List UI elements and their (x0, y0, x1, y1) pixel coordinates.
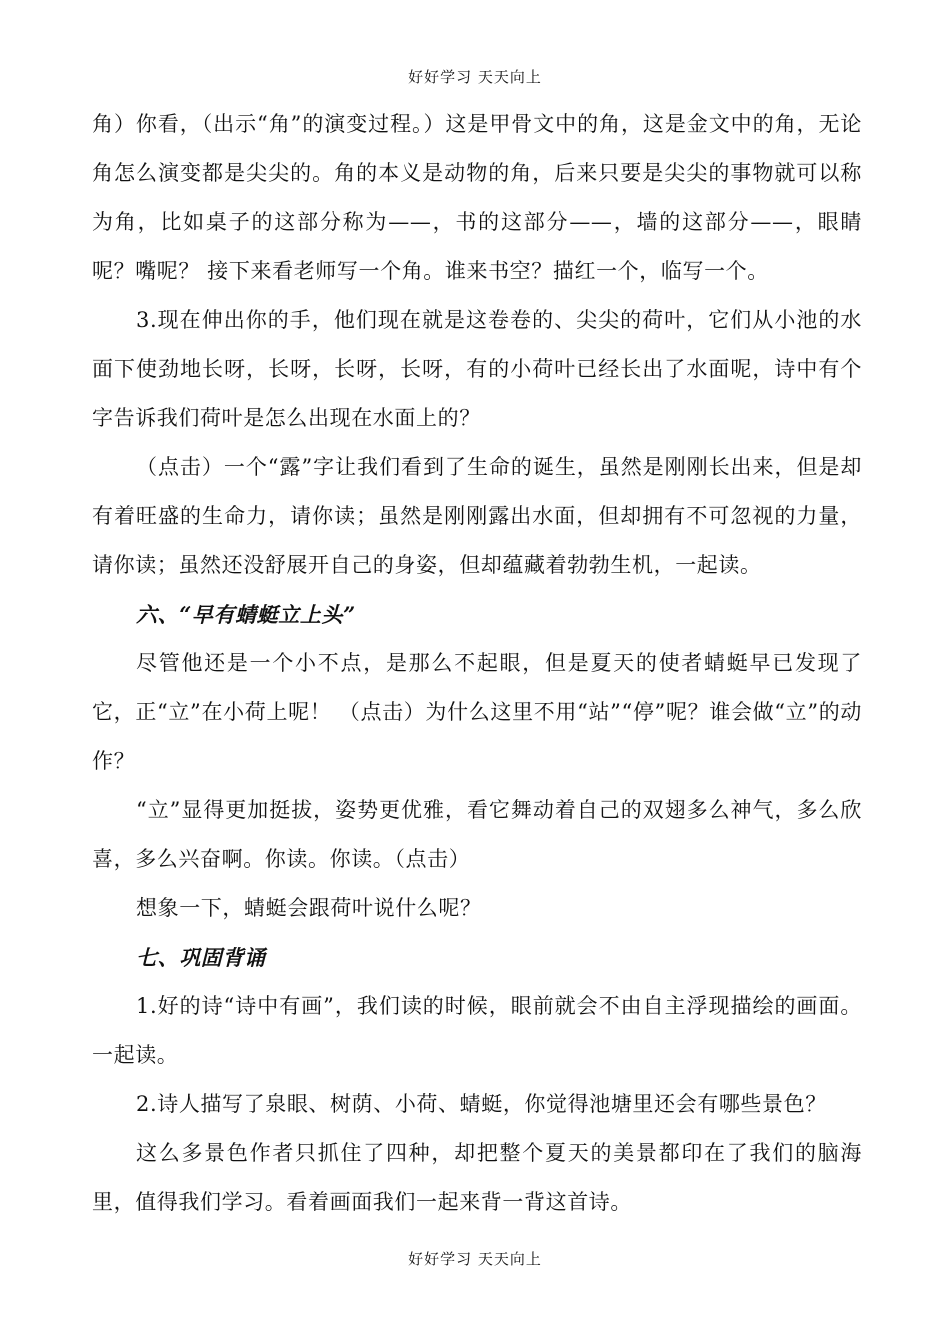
paragraph-li-character: “立”显得更加挺拔，姿势更优雅，看它舞动着自己的双翅多么神气，多么欣喜，多么兴奋啊。你读。你读。（点击） (92, 798, 862, 871)
page-footer: 好好学习 天天向上 (408, 1250, 542, 1268)
paragraph-imagine: 想象一下，蜻蜓会跟荷叶说什么呢？ (136, 896, 482, 920)
paragraph-lu-character: （点击）一个“露”字让我们看到了生命的诞生，虽然是刚刚长出来，但是却有着旺盛的生命力，请你读；虽然是刚刚露出水面，但却拥有不可忽视的力量，请你读；虽然还没舒展开自己的身姿，但却蕴藏着勃勃生机，一起读。 (92, 455, 862, 577)
paragraph-horn-evolution: 角）你看，（出示“角”的演变过程。）这是甲骨文中的角，这是金文中的角，无论角怎么演变都是尖尖的。角的本义是动物的角，后来只要是尖尖的事物就可以称为角，比如桌子的这部分称为——，书的这部分——，墙的这部分——，眼睛呢？嘴呢？ 接下来看老师写一个角。谁来书空？描红一个，临写一个。 (92, 112, 862, 283)
paragraph-poem-picture: 1.好的诗“诗中有画”，我们读的时候，眼前就会不由自主浮现描绘的画面。一起读。 (92, 994, 862, 1067)
document-body (92, 100, 862, 1227)
paragraph-recite: 这么多景色作者只抓住了四种，却把整个夏天的美景都印在了我们的脑海里，值得我们学习。看着画面我们一起来背一背这首诗。 (92, 1141, 862, 1214)
paragraph-scenery: 2.诗人描写了泉眼、树荫、小荷、蜻蜓，你觉得池塘里还会有哪些景色？ (136, 1092, 827, 1116)
paragraph-lotus-leaf: 3.现在伸出你的手，他们现在就是这卷卷的、尖尖的荷叶，它们从小池的水面下使劲地长呀，长呀，长呀，长呀，有的小荷叶已经长出了水面呢，诗中有个字告诉我们荷叶是怎么出现在水面上的？ (92, 308, 862, 430)
section-heading-six: 六、“早有蜻蜓立上头” (136, 602, 356, 627)
paragraph-dragonfly: 尽管他还是一个小不点，是那么不起眼，但是夏天的使者蜻蜓早已发现了它，正“立”在小荷上呢！ （点击）为什么这里不用“站”“停”呢？谁会做“立”的动作？ (92, 651, 862, 773)
section-heading-seven: 七、巩固背诵 (136, 945, 266, 970)
page-header: 好好学习 天天向上 (408, 68, 542, 86)
